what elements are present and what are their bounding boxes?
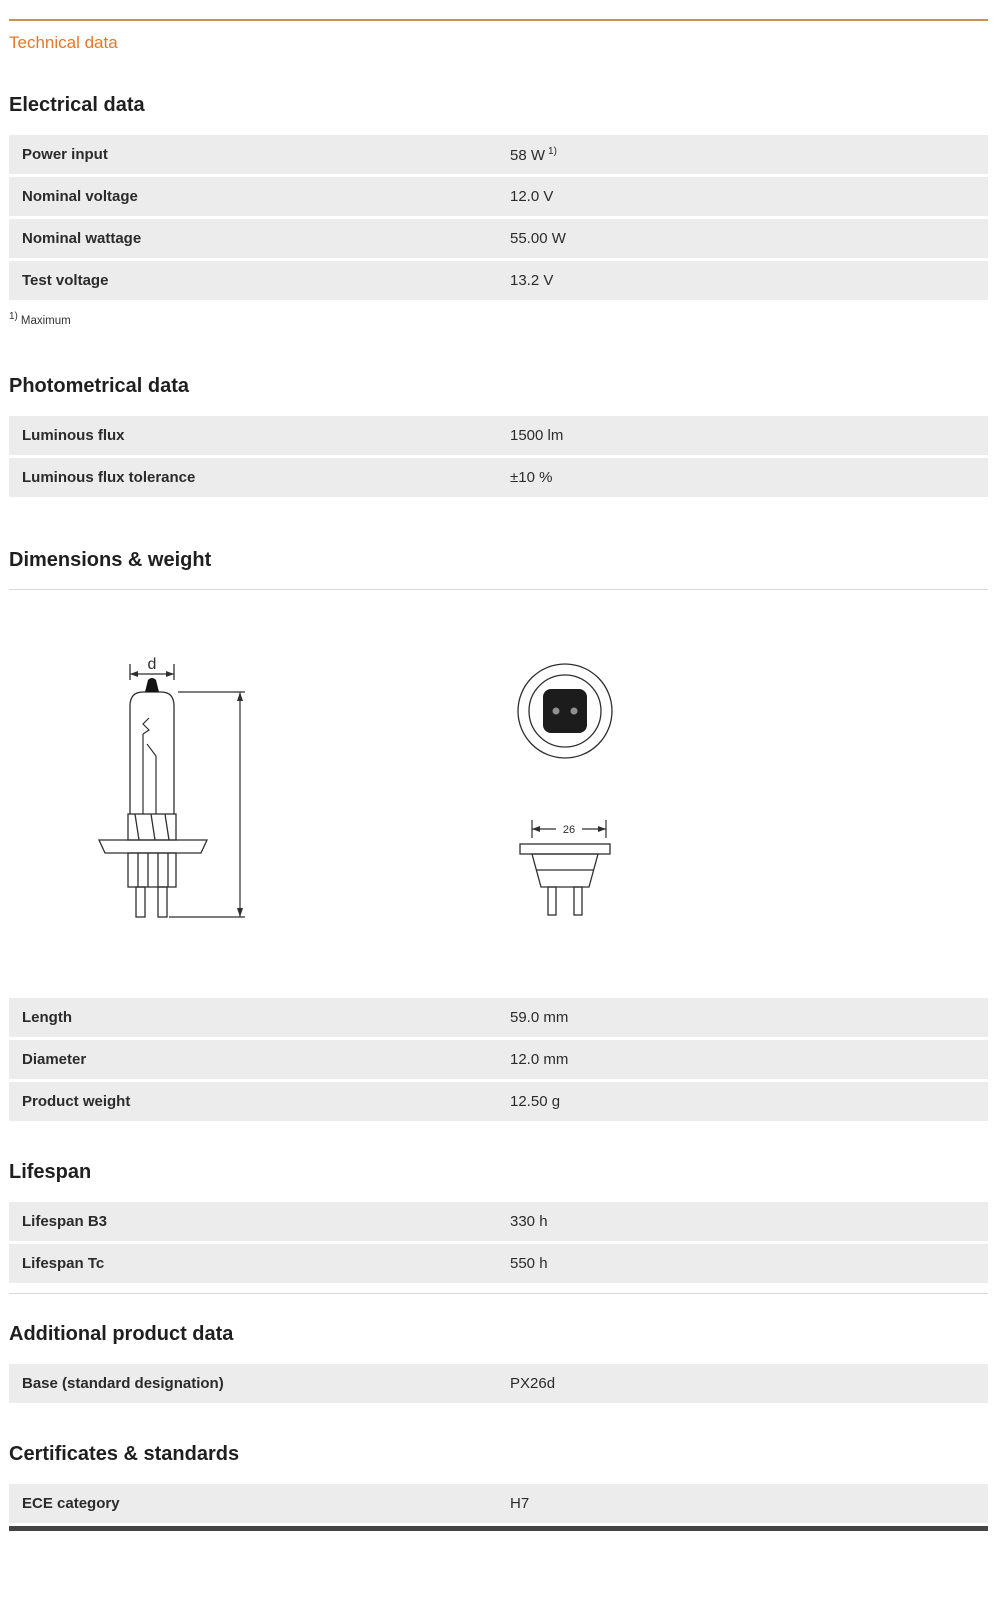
table-row bbox=[9, 998, 988, 1037]
filament bbox=[143, 718, 156, 814]
table-row bbox=[9, 177, 988, 216]
row-value bbox=[510, 146, 557, 164]
row-value: 550 h bbox=[510, 1254, 548, 1272]
dimension-drawings bbox=[9, 652, 988, 932]
row-label: Diameter bbox=[22, 1050, 87, 1068]
lifespan-table bbox=[9, 1202, 988, 1283]
table-row bbox=[9, 219, 988, 258]
table-row bbox=[9, 135, 988, 174]
width-label: 26 bbox=[562, 823, 576, 836]
bulb-base bbox=[99, 814, 207, 917]
terminal-dot bbox=[553, 707, 560, 714]
page-title: Technical data bbox=[9, 33, 118, 52]
bulb-side-view-drawing bbox=[95, 652, 255, 932]
row-value-text: 58 W bbox=[510, 146, 546, 164]
arrowhead-icon bbox=[166, 671, 174, 677]
row-label: Nominal wattage bbox=[22, 230, 142, 247]
technical-data-page bbox=[0, 19, 1000, 1531]
row-value: 12.50 g bbox=[510, 1092, 561, 1110]
footnote-text: Maximum bbox=[20, 314, 71, 327]
arrowhead-icon bbox=[237, 692, 243, 701]
row-label: Lifespan Tc bbox=[22, 1254, 105, 1272]
arrowhead-icon bbox=[598, 826, 606, 832]
electrical-table bbox=[9, 135, 988, 300]
row-label: Length bbox=[22, 1008, 72, 1026]
section-heading-dimensions: Dimensions & weight bbox=[9, 548, 212, 571]
length-dimension bbox=[169, 692, 245, 917]
bottom-divider bbox=[9, 1526, 988, 1531]
section-heading-certificates: Certificates & standards bbox=[9, 1442, 240, 1465]
section-heading-electrical: Electrical data bbox=[9, 94, 145, 116]
section-heading-additional: Additional product data bbox=[9, 1322, 234, 1345]
table-row bbox=[9, 1082, 988, 1121]
row-value: H7 bbox=[510, 1494, 530, 1512]
row-label: Base (standard designation) bbox=[22, 1374, 224, 1392]
photometrical-table bbox=[9, 416, 988, 497]
row-label: Product weight bbox=[22, 1092, 131, 1110]
footnote bbox=[9, 311, 988, 327]
bulb-tip bbox=[145, 678, 159, 692]
row-label: Test voltage bbox=[22, 272, 109, 289]
diameter-label: d bbox=[147, 655, 157, 673]
row-value: 13.2 V bbox=[510, 272, 554, 289]
table-row bbox=[9, 261, 988, 300]
dimensions-table bbox=[9, 998, 988, 1121]
connector-body bbox=[543, 689, 587, 733]
section-heading-photometrical: Photometrical data bbox=[9, 374, 190, 397]
row-label: Luminous flux bbox=[22, 426, 125, 444]
bulb-front-bottom-view-drawing bbox=[490, 652, 650, 932]
table-row bbox=[9, 1364, 988, 1403]
base-bottom-view bbox=[520, 844, 610, 915]
table-row bbox=[9, 1040, 988, 1079]
bulb-glass bbox=[130, 692, 174, 814]
row-label: Nominal voltage bbox=[22, 188, 138, 205]
arrowhead-icon bbox=[532, 826, 540, 832]
section-heading-lifespan: Lifespan bbox=[9, 1160, 92, 1183]
terminal-dot bbox=[571, 707, 578, 714]
section-divider bbox=[9, 1293, 988, 1294]
row-value: PX26d bbox=[510, 1374, 556, 1392]
row-value: 1500 lm bbox=[510, 426, 564, 444]
row-label: Lifespan B3 bbox=[22, 1212, 108, 1230]
footnote-marker: 1) bbox=[9, 311, 18, 322]
footnote-marker: 1) bbox=[548, 145, 557, 157]
row-value: 12.0 V bbox=[510, 188, 554, 205]
row-value: 12.0 mm bbox=[510, 1050, 569, 1068]
section-divider bbox=[9, 589, 988, 590]
row-label: ECE category bbox=[22, 1494, 120, 1512]
arrowhead-icon bbox=[237, 908, 243, 917]
row-label: Luminous flux tolerance bbox=[22, 468, 196, 486]
table-row bbox=[9, 1484, 988, 1523]
row-value: 330 h bbox=[510, 1212, 548, 1230]
arrowhead-icon bbox=[130, 671, 138, 677]
table-row bbox=[9, 458, 988, 497]
row-value: 59.0 mm bbox=[510, 1008, 569, 1026]
certificates-table bbox=[9, 1484, 988, 1523]
table-row bbox=[9, 1244, 988, 1283]
table-row bbox=[9, 1202, 988, 1241]
additional-table bbox=[9, 1364, 988, 1403]
top-divider bbox=[9, 19, 988, 21]
row-value: 55.00 W bbox=[510, 230, 566, 247]
table-row bbox=[9, 416, 988, 455]
row-value: ±10 % bbox=[510, 468, 553, 486]
row-label: Power input bbox=[22, 146, 108, 163]
